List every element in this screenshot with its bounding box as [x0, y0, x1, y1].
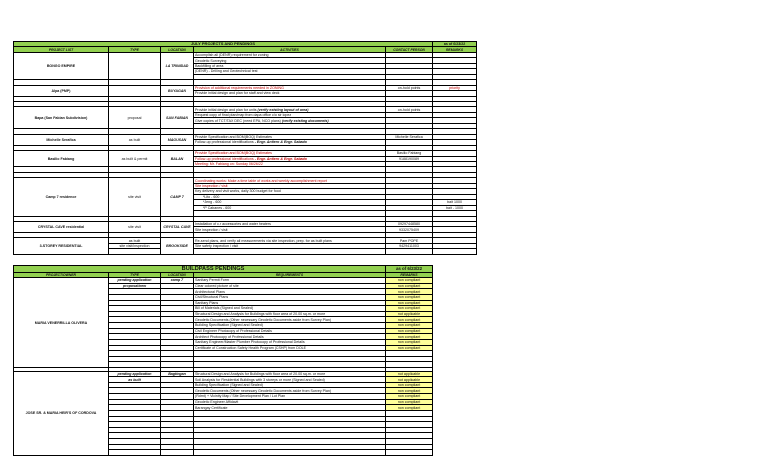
- activity-text: Give copies of TCT/TAX DEC (need EPA, NCO plans): [195, 118, 282, 123]
- activity-text: Accomplish all (DENR) requirement for zoning: [195, 53, 269, 58]
- requirement-remarks: non compliant: [386, 399, 433, 405]
- contact-cell: Basilio Fabiang: [386, 151, 433, 156]
- requirement-remarks: not applicable: [386, 311, 433, 317]
- buildpass-title: BUILDPASS PENDINGS: [14, 266, 386, 273]
- requirement-cell: Geodetic Documents (Other necessary Geodetic Documents aside from Survey Plan): [194, 388, 386, 394]
- contact-cell: 09297448580: [386, 221, 433, 226]
- activity-emphasis: - Engr. Antiero & Engr. Sabado: [254, 140, 307, 145]
- activity-text: Site safety inspection / visit: [195, 243, 239, 248]
- requirement-cell: Barangay Certificate: [194, 405, 386, 411]
- header-project-owner: PROJECT/OWNER: [14, 273, 109, 278]
- project-location: BALAN: [161, 151, 194, 167]
- requirement-remarks: non compliant: [386, 300, 433, 306]
- requirement-cell: Clear colored picture of site: [194, 283, 386, 289]
- project-location: LA TRINIDAD: [161, 52, 194, 79]
- requirement-remarks: non compliant: [386, 345, 433, 351]
- activity-text: Provide Specification and BOM(BOQ) Estimates: [195, 151, 272, 156]
- requirement-remarks: non compliant: [386, 382, 433, 388]
- header-remarks: REMARKS: [386, 273, 433, 278]
- activity-text: Follow-up professional identifications: [195, 156, 255, 161]
- header-activities: ACTIVITIES: [194, 47, 386, 52]
- requirement-cell: Sanitary Permit Form: [194, 278, 386, 284]
- contact-cell: Michelle Serafica: [386, 134, 433, 139]
- requirement-remarks: [386, 450, 433, 456]
- requirement-cell: Certificate of Construction Safety Health Program (CSHP) from DOLE: [194, 345, 386, 351]
- buildpass-type: as built: [109, 377, 161, 383]
- activity-text: Provide initial design and plan for units: [195, 107, 258, 112]
- project-type: proposal: [109, 107, 161, 129]
- projects-table: [13, 41, 477, 255]
- requirement-remarks: non compliant: [386, 334, 433, 340]
- activity-text: Provide initial design and plan for staff and view deck: [195, 91, 280, 96]
- requirement-cell: Building Specification (Signed and Sealed): [194, 323, 386, 329]
- header-requirements: REQUIREMENTS: [194, 273, 386, 278]
- requirement-remarks: non compliant: [386, 339, 433, 345]
- project-location: CAMP 7: [161, 178, 194, 216]
- activity-text: Meeting: Mr. Fabiang on: Sunday 06/26/22: [195, 162, 263, 167]
- project-type: site visit: [109, 178, 161, 216]
- requirement-cell: Geodetic Documents (Other necessary Geodetic Documents aside from Survey Plan): [194, 317, 386, 323]
- project-type: as built & permit: [109, 151, 161, 167]
- project-type: site visit/inspection: [109, 243, 161, 248]
- header-location: LOCATION: [161, 47, 194, 52]
- project-type: [109, 249, 161, 254]
- activity-text: *P Cabanes - 600: [195, 205, 232, 210]
- project-name: Alpa (PMP): [14, 85, 109, 96]
- project-type: as built: [109, 134, 161, 145]
- activity-text: *Jeng - 600: [195, 200, 222, 205]
- activity-text: Coordinating works: Make a time table of works and weekly accomplishment report: [195, 178, 327, 183]
- project-type: site visit: [109, 221, 161, 232]
- project-row: [14, 151, 477, 156]
- buildpass-title-row: [14, 266, 433, 273]
- project-location: CRYSTAL CAVE: [161, 221, 194, 232]
- contact-cell: 9429411003: [386, 243, 433, 248]
- requirement-cell: Structural Design and Analysis for Buildings with floor area of 20.00 sq.m. or more: [194, 371, 386, 377]
- contact-cell: 9188190089: [386, 156, 433, 161]
- requirement-cell: Sanitary Engineer/Master Plumber Photocopy of Professional Details: [194, 339, 386, 345]
- header-contact-person: CONTACT PERSON: [386, 47, 433, 52]
- header-project-list: PROJECT LIST: [14, 47, 109, 52]
- activity-text: Provide Specification and BOM(BOQ) Estimates: [195, 134, 272, 139]
- requirement-remarks: non compliant: [386, 388, 433, 394]
- buildpass-table: [13, 265, 433, 456]
- activity-text: Site inspection / visit: [195, 184, 228, 188]
- buildpass-type: [109, 450, 161, 456]
- activity-emphasis: (verify existing layout of area): [257, 107, 309, 112]
- buildpass-type: pending application: [109, 371, 161, 377]
- requirement-cell: [194, 450, 386, 456]
- requirement-cell: Architect Photocopy of Professional Details: [194, 334, 386, 340]
- project-name: 3-STOREY RESIDENTIAL: [14, 238, 109, 254]
- project-row: [14, 107, 477, 112]
- remarks-cell: bait - 1000: [433, 205, 477, 210]
- buildpass-table-body: [14, 278, 433, 456]
- requirement-remarks: not applicable: [386, 371, 433, 377]
- remarks-cell: bait 1000: [433, 200, 477, 205]
- project-row: [14, 238, 477, 243]
- buildpass-as-of-date: as of 6/23/22: [386, 266, 433, 273]
- requirement-remarks: non compliant: [386, 278, 433, 284]
- activity-text: Provision of additional requirements needed in ZONING: [195, 85, 284, 90]
- requirement-remarks: not applicable: [386, 377, 433, 383]
- activity-text: (DENR) - Drilling and Geotechnical test: [195, 69, 258, 74]
- requirement-cell: Civil Engineer Photocopy of Professional Details: [194, 328, 386, 334]
- buildpass-type: proposal/new: [109, 283, 161, 289]
- activity-text: Follow-up professional identifications: [195, 140, 255, 145]
- remarks-cell: priority: [433, 85, 477, 90]
- projects-as-of-date: as of 6/23/22: [433, 42, 477, 47]
- project-name: Camp 7 residence: [14, 178, 109, 216]
- activity-text: *Lito - 600: [195, 194, 220, 199]
- owner-name: MARIA VENERRILLA OLIVERA: [14, 278, 109, 368]
- requirement-remarks: non compliant: [386, 317, 433, 323]
- header-type: TYPE: [109, 273, 161, 278]
- contact-cell: 9332075409: [386, 227, 433, 232]
- activity-cell: [194, 249, 386, 254]
- requirement-cell: Geodetic Engineer Affidavit: [194, 399, 386, 405]
- project-name: CRYSTAL CAVE residential: [14, 221, 109, 232]
- requirement-remarks: non compliant: [386, 405, 433, 411]
- requirement-cell: Soil Analysis for Residential Buildings with 3 storeys or more (Signed and Sealed): [194, 377, 386, 383]
- header-location: LOCATION: [161, 273, 194, 278]
- requirement-remarks: non compliant: [386, 283, 433, 289]
- project-type: [109, 85, 161, 96]
- activity-text: Installation of c.r accessories and water heaters: [195, 222, 271, 227]
- requirement-remarks: non compliant: [386, 306, 433, 312]
- project-row: [14, 134, 477, 139]
- project-type: [109, 52, 161, 79]
- activity-emphasis: (verify existing documents): [281, 118, 329, 123]
- requirement-cell: Building Specification (Signed and Sealed): [194, 382, 386, 388]
- contact-cell: on-hold points: [386, 107, 433, 112]
- header-type: TYPE: [109, 47, 161, 52]
- remarks-cell: [433, 249, 477, 254]
- project-name: Michelle Serafica: [14, 134, 109, 145]
- activity-text: Request copy of final plan/map from dapa office c/o sir lopez: [195, 113, 292, 118]
- buildpass-location: camp 7: [161, 278, 194, 284]
- contact-cell: [386, 249, 433, 254]
- requirement-cell: Civil/Structural Plans: [194, 294, 386, 300]
- requirement-cell: Sanitary Plans: [194, 300, 386, 306]
- activity-emphasis: - Engr. Antiero & Engr. Sabado: [254, 156, 307, 161]
- project-location: MAGUSAN: [161, 134, 194, 145]
- projects-title: JULY PROJECTS AND PENDINGS: [14, 42, 433, 47]
- project-name: Bapa (San Fabian Subdivision): [14, 107, 109, 129]
- activity-text: Site inspection / visit: [195, 227, 228, 232]
- buildpass-location: Bagtingan: [161, 371, 194, 377]
- activity-text: Re-send plans, and verify all measurements via site inspection, prep. for as built plans: [195, 238, 332, 243]
- requirement-remarks: non compliant: [386, 394, 433, 400]
- requirement-cell: Architectural Plans: [194, 289, 386, 295]
- project-type: as built: [109, 238, 161, 243]
- project-location: BUYAGAN: [161, 85, 194, 96]
- owner-name: JOSE SR. & MARIA HEIR'S OF CORDOVA: [14, 371, 109, 455]
- project-row: [14, 221, 477, 226]
- requirement-remarks: non compliant: [386, 323, 433, 329]
- project-name: Basilio Fabiang: [14, 151, 109, 167]
- activity-text: Backfilling of area: [195, 64, 224, 69]
- activity-text: Key delivery and visit works, daily 300 budget for food: [195, 189, 281, 194]
- buildpass-location: [161, 450, 194, 456]
- requirement-remarks: non compliant: [386, 289, 433, 295]
- requirement-cell: Bill of Materials (Signed and Sealed): [194, 306, 386, 312]
- projects-table-body: [14, 52, 477, 254]
- contact-cell: on-hold points: [386, 85, 433, 90]
- requirement-cell: (Rdmt) + Vicinity Map / Site Development Plan / Lot Plan: [194, 394, 386, 400]
- project-location: BROOKSIDE: [161, 238, 194, 254]
- project-name: BONGO EMPIRE: [14, 52, 109, 79]
- requirement-cell: Structural Design and Analysis for Buildings with floor area of 20.00 sq.m. or more: [194, 311, 386, 317]
- requirement-remarks: non compliant: [386, 328, 433, 334]
- requirement-remarks: non compliant: [386, 294, 433, 300]
- project-row: [14, 85, 477, 90]
- project-location: SAN FABIAN: [161, 107, 194, 129]
- contact-cell: Pam POPE: [386, 238, 433, 243]
- buildpass-type: pending application: [109, 278, 161, 284]
- activity-text: Geodetic Surveying: [195, 58, 227, 63]
- header-remarks: REMARKS: [433, 47, 477, 52]
